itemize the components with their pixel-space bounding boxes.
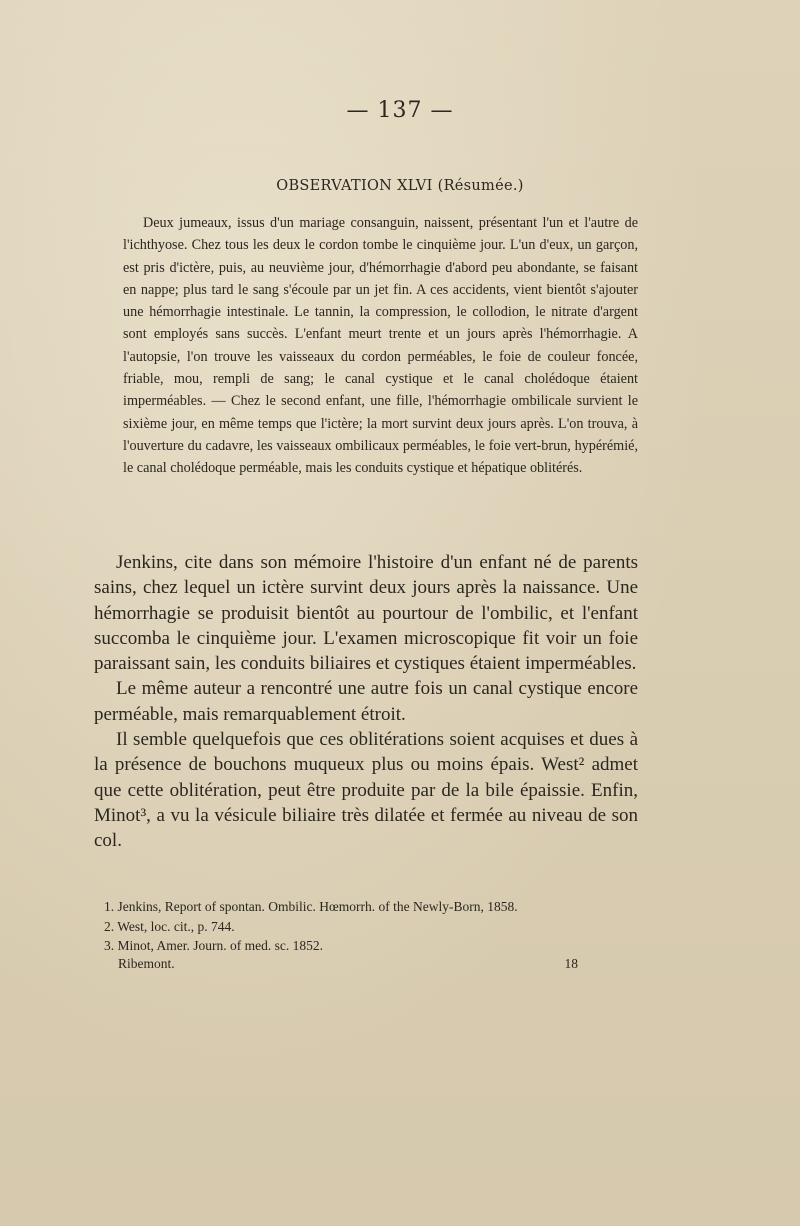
summary-paragraph: Deux jumeaux, issus d'un mariage consanguin, naissent, présentant l'un et l'autre de l'ichthyose. Chez tous les deux le cordon tombe le cinquième jour. L'un d'eux, un garçon, est pris d'ictère, puis, au neuvième jour, d'hémorrhagie d'abord peu abondante, se faisant en nappe; plus tard le sang s'écoule par un jet fin. A ces accidents, vient bientôt s'ajouter une hémorrhagie intestinale. Le tannin, la compression, le collodion, le nitrate d'argent sont employés sans succès. L'enfant meurt trente et un jours après l'hémorrhagie. A l'autopsie, l'on trouve les vaisseaux du cordon perméables, le foie de couleur foncée, friable, mou, rempli de sang; le canal cystique et le canal cholédoque étaient imperméables. — Chez le second enfant, une fille, l'hémorrhagie ombilicale survient le sixième jour, en même temps que l'ictère; la mort survint deux jours après. L'on trouva, à l'ouverture du cadavre, les vaisseaux ombilicaux perméables, le foie vert-brun, hypérémié, le canal cholédoque perméable, mais les conduits cystique et hépatique oblitérés. (123, 215, 638, 477)
footnote: 3. Minot, Amer. Journ. of med. sc. 1852. (104, 938, 323, 953)
footnote: 1. Jenkins, Report of spontan. Ombilic. Hœmorrh. of the Newly-Born, 1858. (104, 899, 518, 914)
observation-heading: OBSERVATION XLVI (Résumée.) (276, 178, 524, 194)
footnote: 2. West, loc. cit., p. 744. (104, 918, 235, 934)
body-paragraph: Le même auteur a rencontré une autre fois un canal cystique encore perméable, mais remarquablement étroit. (94, 678, 638, 725)
page-number: — 137 — (346, 98, 454, 123)
sheet-number: 18 (564, 956, 578, 971)
signature-row (118, 956, 578, 972)
footnotes (104, 897, 644, 956)
body-paragraph: Il semble quelquefois que ces oblitérations soient acquises et dues à la présence de bouchons muqueux plus ou moins épais. West² admet que cette oblitération, peut être produite par de la bile épaissie. Enfin, Minot³, a vu la vésicule biliaire très dilatée et fermée au niveau de son col. (94, 729, 638, 852)
body-paragraph: Jenkins, cite dans son mémoire l'histoire d'un enfant né de parents sains, chez lequel un ictère survint deux jours après la naissance. Une hémorrhagie se produisit bientôt au pourtour de l'ombilic, et l'enfant succomba le cinquième jour. L'examen microscopique fit voir un foie paraissant sain, les conduits biliaires et cystiques étaient imperméables. (94, 552, 638, 675)
body-text (94, 550, 638, 854)
summary-block (123, 212, 638, 480)
printer-signature: Ribemont. (118, 956, 175, 971)
